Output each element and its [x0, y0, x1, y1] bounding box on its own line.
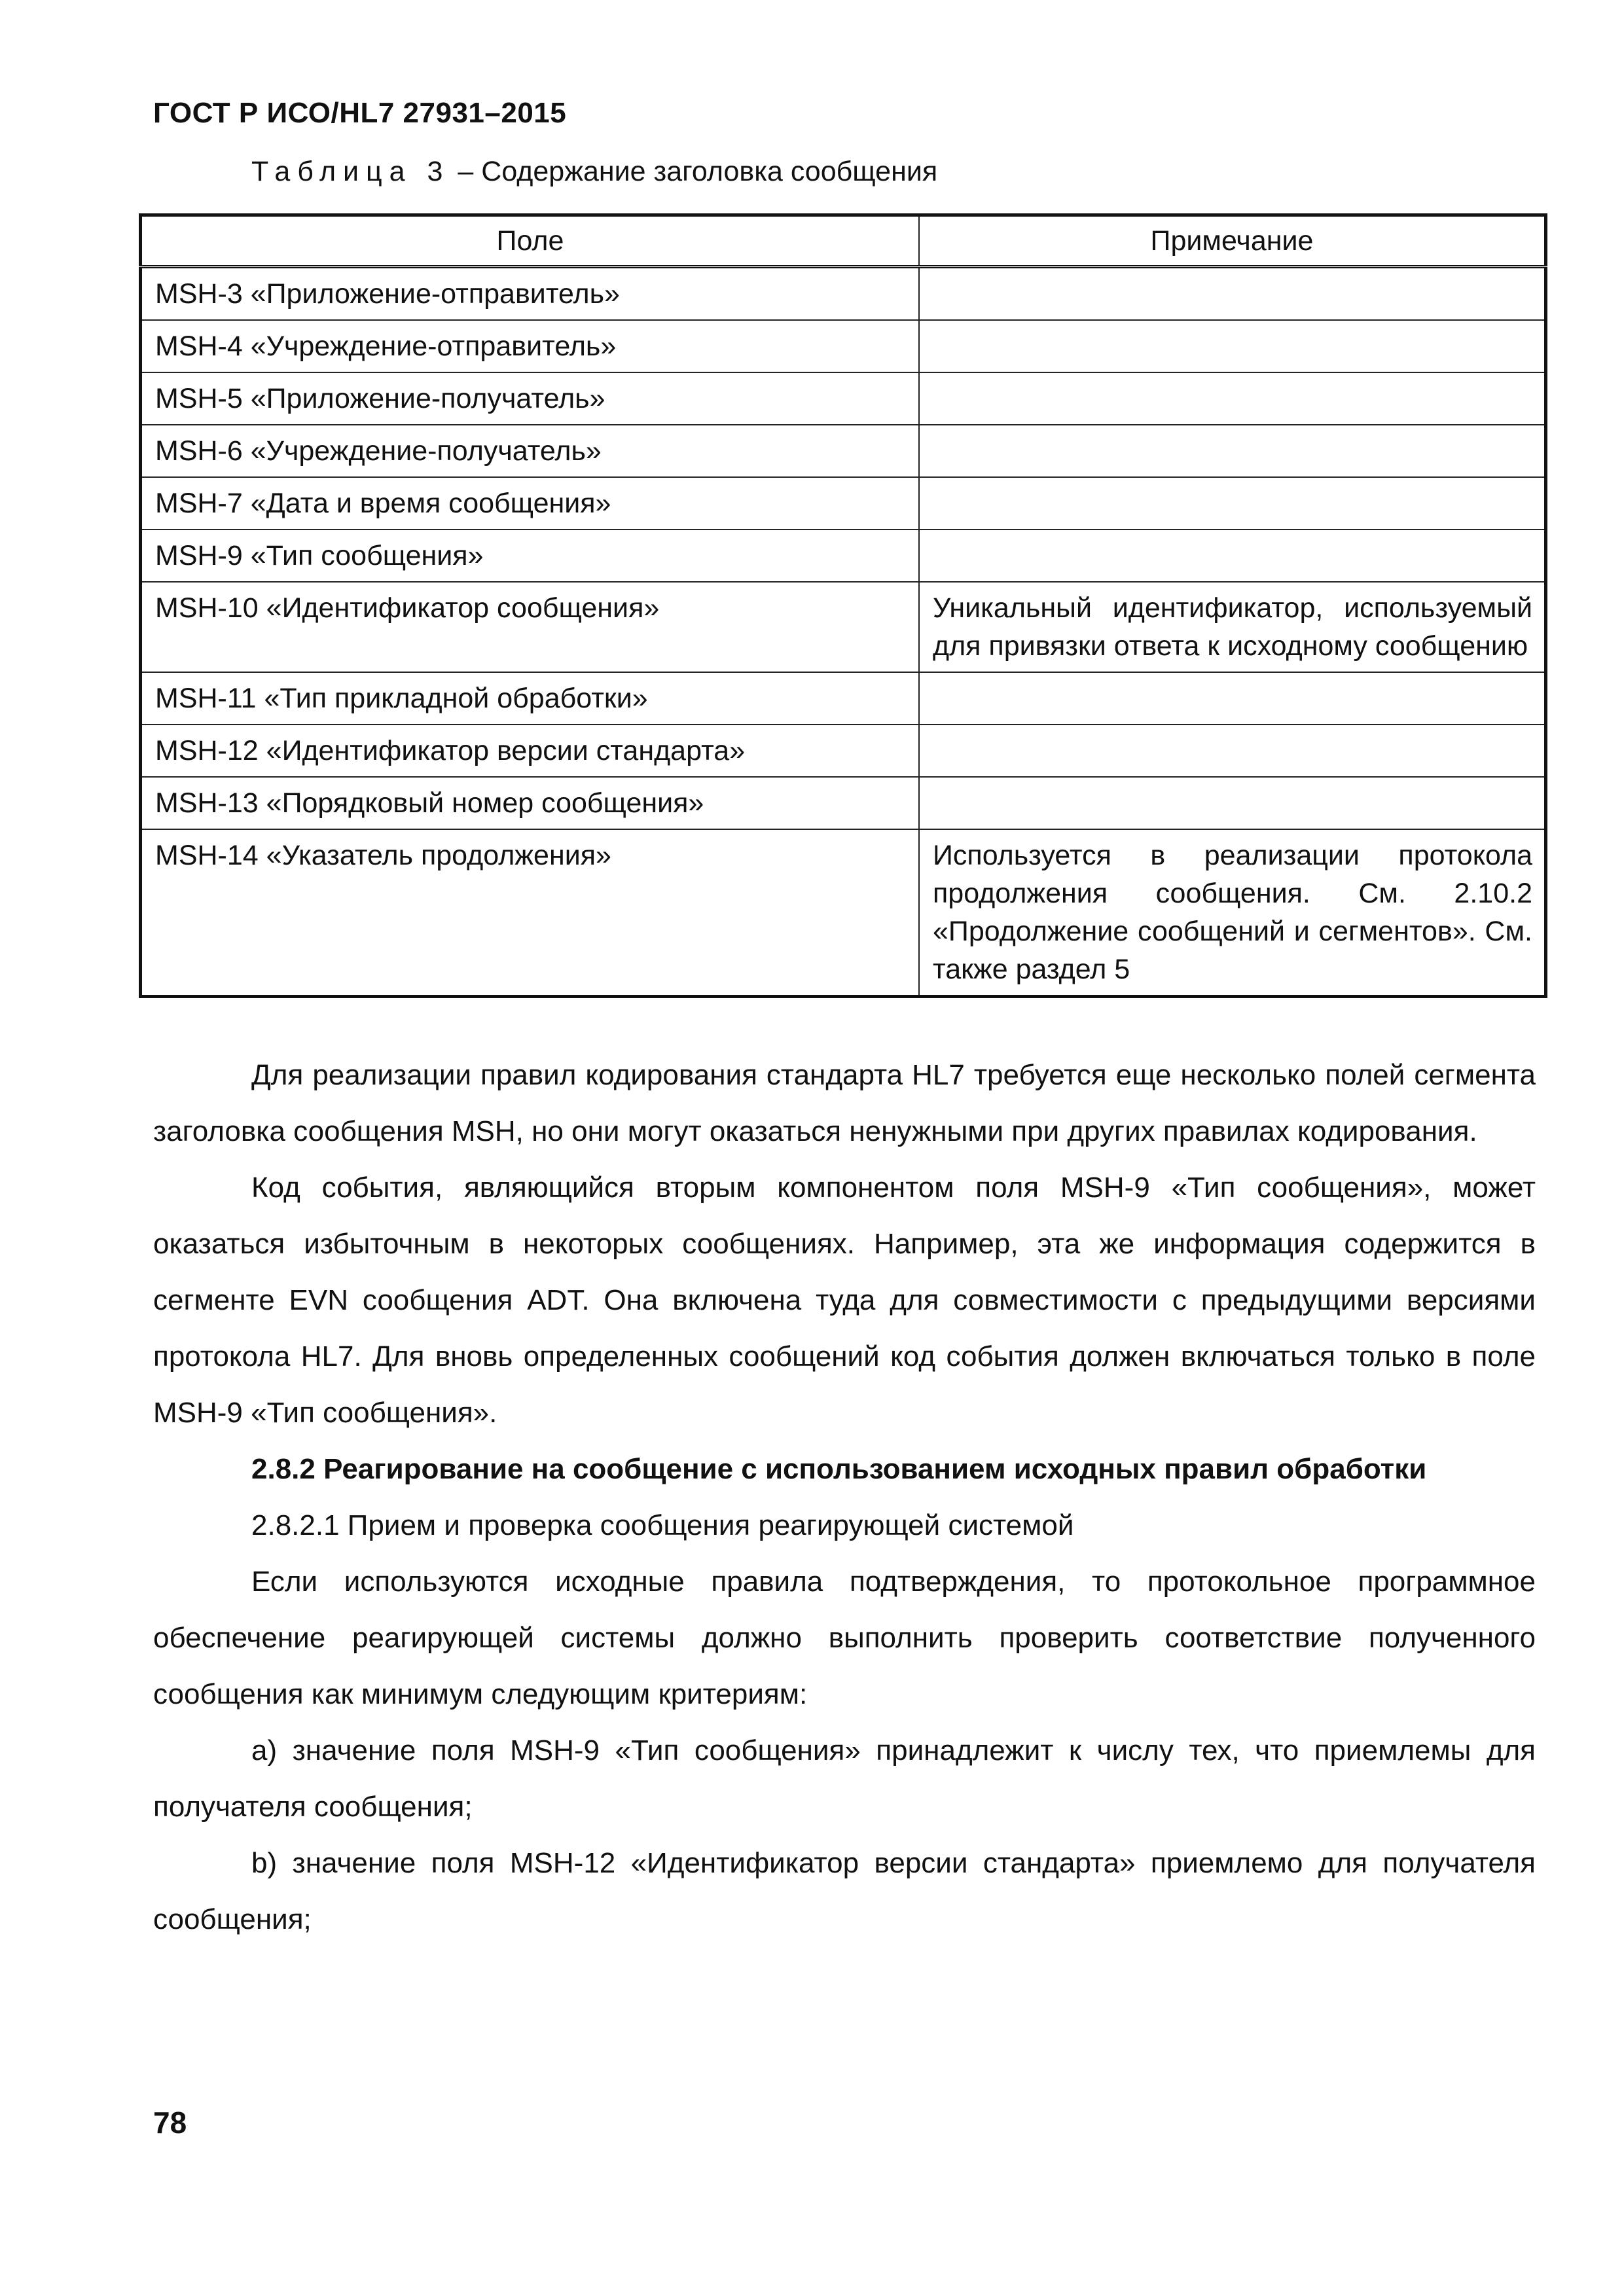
table-caption	[251, 156, 937, 188]
table-row	[141, 829, 1546, 997]
page-number: 78	[153, 2106, 187, 2140]
note-cell	[919, 529, 1546, 582]
table-row	[141, 725, 1546, 777]
list-item-a: a) значение поля MSH-9 «Тип сообщения» принадлежит к числу тех, что приемлемы для получателя сообщения;	[153, 1734, 1536, 1823]
table-row	[141, 777, 1546, 829]
note-cell: Уникальный идентификатор, используемый для привязки ответа к исходному сообщению	[919, 582, 1546, 672]
field-cell: MSH-10 «Идентификатор сообщения»	[141, 582, 920, 672]
note-cell: Используется в реализации протокола продолжения сообщения. См. 2.10.2 «Продолжение сообщений и сегментов». См. также раздел 5	[919, 829, 1546, 997]
subsection-heading: 2.8.2.1 Прием и проверка сообщения реагирующей системой	[251, 1509, 1074, 1541]
message-header-table	[139, 213, 1547, 998]
column-header-note: Примечание	[919, 215, 1546, 267]
table-row	[141, 582, 1546, 672]
field-cell: MSH-4 «Учреждение-отправитель»	[141, 320, 920, 372]
field-cell: MSH-13 «Порядковый номер сообщения»	[141, 777, 920, 829]
note-cell	[919, 477, 1546, 529]
field-cell: MSH-6 «Учреждение-получатель»	[141, 425, 920, 477]
note-cell	[919, 672, 1546, 725]
section-heading: 2.8.2 Реагирование на сообщение с использованием исходных правил обработки	[251, 1453, 1427, 1485]
field-cell: MSH-3 «Приложение-отправитель»	[141, 267, 920, 321]
paragraph: Для реализации правил кодирования стандарта HL7 требуется еще несколько полей сегмента заголовка сообщения MSH, но они могут оказаться ненужными при других правилах кодирования.	[153, 1059, 1536, 1147]
paragraph: Если используются исходные правила подтверждения, то протокольное программное обеспечение реагирующей системы должно выполнить проверить соответствие полученного сообщения как минимум следующим критериям:	[153, 1566, 1536, 1710]
table-caption-dash: –	[450, 156, 482, 187]
note-cell	[919, 372, 1546, 425]
note-cell	[919, 777, 1546, 829]
column-header-field: Поле	[141, 215, 920, 267]
table-row	[141, 267, 1546, 321]
document-header: ГОСТ Р ИСО/HL7 27931–2015	[153, 97, 567, 129]
field-cell: MSH-11 «Тип прикладной обработки»	[141, 672, 920, 725]
body-text	[153, 1047, 1536, 1948]
table-row	[141, 320, 1546, 372]
field-cell: MSH-12 «Идентификатор версии стандарта»	[141, 725, 920, 777]
table-caption-title: Содержание заголовка сообщения	[481, 156, 938, 187]
field-cell: MSH-9 «Тип сообщения»	[141, 529, 920, 582]
table-row	[141, 425, 1546, 477]
note-cell	[919, 425, 1546, 477]
table-caption-label: Таблица 3	[251, 156, 450, 187]
list-item-b: b) значение поля MSH-12 «Идентификатор версии стандарта» приемлемо для получателя сообщения;	[153, 1847, 1536, 1935]
table-header-row	[141, 215, 1546, 267]
field-cell: MSH-14 «Указатель продолжения»	[141, 829, 920, 997]
table-row	[141, 372, 1546, 425]
note-cell	[919, 725, 1546, 777]
note-cell	[919, 320, 1546, 372]
paragraph: Код события, являющийся вторым компонентом поля MSH-9 «Тип сообщения», может оказаться избыточным в некоторых сообщениях. Например, эта же информация содержится в сегменте EVN сообщения ADT. Она включена туда для совместимости с предыдущими версиями протокола HL7. Для вновь определенных сообщений код события должен включаться только в поле MSH-9 «Тип сообщения».	[153, 1172, 1536, 1429]
table-row	[141, 477, 1546, 529]
field-cell: MSH-5 «Приложение-получатель»	[141, 372, 920, 425]
table-row	[141, 529, 1546, 582]
table-row	[141, 672, 1546, 725]
note-cell	[919, 267, 1546, 321]
field-cell: MSH-7 «Дата и время сообщения»	[141, 477, 920, 529]
